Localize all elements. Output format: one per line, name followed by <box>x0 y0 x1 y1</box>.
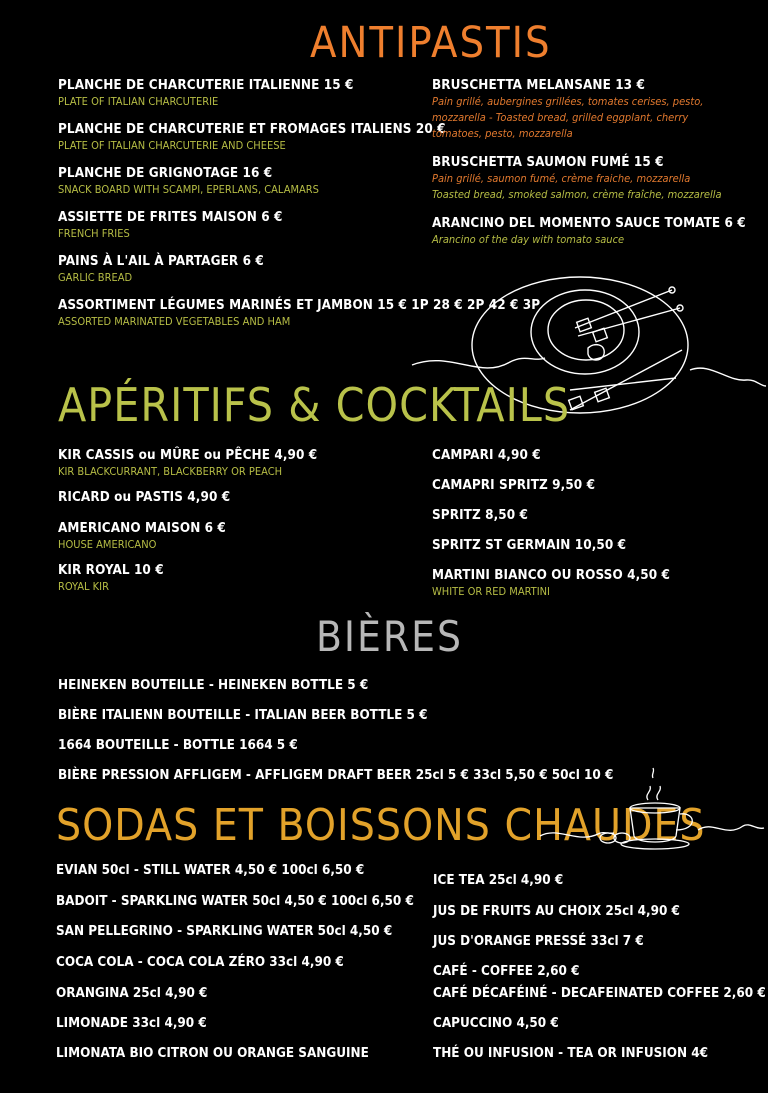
item-translation: KIR BLACKCURRANT, BLACKBERRY OR PEACH <box>58 465 283 478</box>
item-name: PLANCHE DE CHARCUTERIE ITALIENNE 15 € <box>58 78 354 93</box>
item-description: Pain grillé, aubergines grillées, tomates cerises, pesto, mozzarella - Toasted bread, grilled eggplant, cherry tomatoes, pesto, mozzarella <box>432 95 704 140</box>
item-translation: PLATE OF ITALIAN CHARCUTERIE AND CHEESE <box>58 139 286 152</box>
item-name: BRUSCHETTA SAUMON FUMÉ 15 € <box>432 155 664 170</box>
beer-item: 1664 BOUTEILLE - BOTTLE 1664 5 € <box>58 738 298 753</box>
item-translation: HOUSE AMERICANO <box>58 538 157 551</box>
item-name-part: ou <box>203 448 222 463</box>
soda-item: COCA COLA - COCA COLA ZÉRO 33cl 4,90 € <box>56 955 344 970</box>
item-name: SPRITZ ST GERMAIN 10,50 € <box>432 538 627 553</box>
item-name: PLANCHE DE GRIGNOTAGE 16 € <box>58 166 273 181</box>
item-name: KIR ROYAL 10 € <box>58 563 164 578</box>
menu-item <box>58 489 418 506</box>
soda-item: THÉ OU INFUSION - TEA OR INFUSION 4€ <box>433 1046 709 1061</box>
menu-item <box>432 477 752 494</box>
soda-item: CAFÉ - COFFEE 2,60 € <box>433 964 580 979</box>
soda-item: EVIAN 50cl - STILL WATER 4,50 € 100cl 6,50 € <box>56 863 365 878</box>
menu-item <box>432 507 752 524</box>
item-name-part: PASTIS 4,90 € <box>131 490 231 505</box>
aperitifs-right-column <box>432 447 752 611</box>
soda-item: LIMONADE 33cl 4,90 € <box>56 1016 207 1031</box>
item-translation: FRENCH FRIES <box>58 227 130 240</box>
soda-item: ORANGINA 25cl 4,90 € <box>56 986 208 1001</box>
soda-item: JUS D'ORANGE PRESSÉ 33cl 7 € <box>433 934 644 949</box>
menu-item <box>432 215 746 248</box>
bieres-title: BIÈRES <box>316 612 464 661</box>
item-translation: GARLIC BREAD <box>58 271 133 284</box>
item-name-part: RICARD <box>58 490 115 505</box>
beer-item: HEINEKEN BOUTEILLE - HEINEKEN BOTTLE 5 € <box>58 678 369 693</box>
item-name: PLANCHE DE CHARCUTERIE ET FROMAGES ITALIENS 20 € <box>58 122 446 137</box>
menu-item <box>432 447 752 464</box>
menu-item <box>432 567 752 599</box>
item-name: ASSORTIMENT LÉGUMES MARINÉS ET JAMBON 15 € 1P 28 € 2P 42 € 3P <box>58 298 541 313</box>
menu-item <box>58 447 418 479</box>
menu-item <box>58 297 541 329</box>
beer-item: BIÈRE ITALIENN BOUTEILLE - ITALIAN BEER BOTTLE 5 € <box>58 708 428 723</box>
soda-item: SAN PELLEGRINO - SPARKLING WATER 50cl 4,50 € <box>56 924 393 939</box>
item-name: CAMAPRI SPRITZ 9,50 € <box>432 478 596 493</box>
menu-item <box>432 537 752 554</box>
item-name-part: KIR CASSIS <box>58 448 139 463</box>
item-description: Pain grillé, saumon fumé, crème fraiche, mozzarella <box>432 172 691 185</box>
item-name: ARANCINO DEL MOMENTO SAUCE TOMATE 6 € <box>432 216 746 231</box>
sodas-title: SODAS ET BOISSONS CHAUDES <box>56 800 706 851</box>
item-name <box>58 447 418 464</box>
item-translation: PLATE OF ITALIAN CHARCUTERIE <box>58 95 219 108</box>
menu-item <box>58 520 418 552</box>
item-name-part: PÊCHE 4,90 € <box>221 448 318 463</box>
menu-item <box>58 165 438 197</box>
item-name: SPRITZ 8,50 € <box>432 508 529 523</box>
soda-item: LIMONATA BIO CITRON OU ORANGE SANGUINE <box>56 1046 369 1061</box>
item-translation: ASSORTED MARINATED VEGETABLES AND HAM <box>58 315 291 328</box>
item-name: MARTINI BIANCO OU ROSSO 4,50 € <box>432 568 670 583</box>
menu-item <box>58 253 438 285</box>
menu-item <box>58 121 446 153</box>
item-name: ASSIETTE DE FRITES MAISON 6 € <box>58 210 283 225</box>
soda-item: CAPUCCINO 4,50 € <box>433 1016 559 1031</box>
coffee-cup-illustration-icon <box>538 764 766 860</box>
item-translation: WHITE OR RED MARTINI <box>432 585 550 598</box>
item-name <box>58 489 418 506</box>
item-name: AMERICANO MAISON 6 € <box>58 521 226 536</box>
item-name-part: ou <box>114 490 132 505</box>
menu-item <box>432 77 732 142</box>
soda-item: ICE TEA 25cl 4,90 € <box>433 873 564 888</box>
item-translation: Arancino of the day with tomato sauce <box>432 233 625 246</box>
aperitifs-left-column <box>58 447 418 606</box>
aperitifs-title: APÉRITIFS & COCKTAILS <box>58 378 571 432</box>
menu-item <box>432 154 732 203</box>
item-name-part: ou <box>138 448 156 463</box>
soda-item: JUS DE FRUITS AU CHOIX 25cl 4,90 € <box>433 904 680 919</box>
item-name: PAINS À L'AIL À PARTAGER 6 € <box>58 254 264 269</box>
item-name-part: MÛRE <box>155 448 204 463</box>
soda-item: CAFÉ DÉCAFÉINÉ - DECAFEINATED COFFEE 2,60 € <box>433 986 766 1001</box>
item-translation: ROYAL KIR <box>58 580 109 593</box>
menu-item <box>58 562 418 594</box>
item-translation: Toasted bread, smoked salmon, crème fraîche, mozzarella <box>432 188 722 201</box>
item-name: CAMPARI 4,90 € <box>432 448 541 463</box>
menu-item <box>58 209 438 241</box>
item-translation: SNACK BOARD WITH SCAMPI, EPERLANS, CALAMARS <box>58 183 319 196</box>
antipastis-title: ANTIPASTIS <box>310 18 552 68</box>
antipastis-right-column <box>432 77 746 260</box>
item-name: BRUSCHETTA MELANSANE 13 € <box>432 78 645 93</box>
menu-item <box>58 77 438 109</box>
beer-item: BIÈRE PRESSION AFFLIGEM - AFFLIGEM DRAFT BEER 25cl 5 € 33cl 5,50 € 50cl 10 € <box>58 768 614 783</box>
soda-item: BADOIT - SPARKLING WATER 50cl 4,50 € 100cl 6,50 € <box>56 894 414 909</box>
